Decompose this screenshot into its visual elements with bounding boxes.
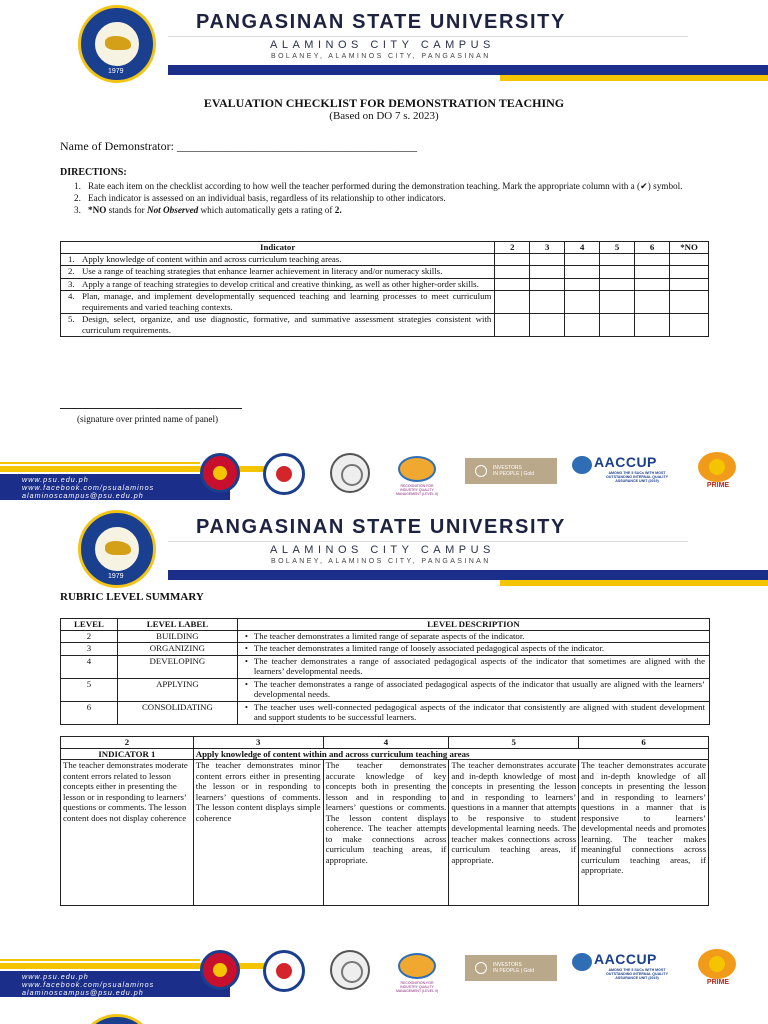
indicator-text: Apply a range of teaching strategies to develop critical and creative thinking, as well as other higher-order skills.: [82, 278, 479, 289]
website-link[interactable]: www.psu.edu.ph: [22, 475, 89, 484]
rating-cell[interactable]: [600, 266, 635, 279]
header-rule: [168, 541, 688, 542]
evaluation-checklist-table: [60, 241, 709, 337]
indicator-cell: [61, 314, 495, 337]
university-seal-logo: [78, 5, 156, 83]
prime-text: PRIME: [706, 979, 730, 986]
table-row: [61, 701, 710, 724]
seal-year: 1979: [108, 573, 124, 580]
table-row: [61, 278, 709, 291]
seal-year: 1979: [108, 68, 124, 75]
page-header: [0, 505, 768, 591]
rating-cell[interactable]: [600, 314, 635, 337]
asean-logo: [200, 950, 240, 990]
footer-contacts: [22, 476, 154, 500]
level-description-cell: • The teacher demonstrates a range of associated pedagogical aspects of the indicator that sometimes are aligned with the learners’ developmental needs.: [237, 655, 709, 678]
directions-list: [74, 180, 714, 216]
prime-text: PRIME: [706, 482, 730, 489]
document-subtitle: (Based on DO 7 s. 2023): [329, 110, 439, 122]
header-band-yellow: [500, 580, 768, 586]
level-6-description: The teacher demonstrates accurate and in-depth knowledge of all concepts in presenting the lesson and in responding to learners’ questions in a manner that is responsive to learners’ developmental needs and promotes learning. The teacher makes meaningful connections across curriculum teaching areas, if appropriate.: [579, 760, 709, 906]
level-description-cell: • The teacher demonstrates a limited range of loosely associated pedagogical aspects of the indicator.: [237, 643, 709, 656]
footer-band-thin: [0, 959, 200, 961]
direction-text: Rate each item on the checklist according to how well the teacher performed during the demonstration teaching. Mark the appropriate column with a (✔) symbol.: [88, 181, 683, 191]
deped-logo: [263, 453, 305, 495]
recognition-logo: [398, 456, 436, 482]
level-header: 6: [579, 737, 709, 749]
government-seal-logo: [330, 453, 370, 493]
aaccup-title: AACCUP: [594, 454, 657, 470]
investors-in-people-logo: [465, 458, 557, 484]
table-row: [61, 253, 709, 266]
level-cell: 4: [61, 655, 118, 678]
rating-cell[interactable]: [635, 266, 670, 279]
table-row: [61, 291, 709, 314]
indicator-label: INDICATOR 1: [61, 748, 194, 760]
table-row: [61, 643, 710, 656]
rating-cell[interactable]: [530, 278, 565, 291]
directions-heading: DIRECTIONS:: [60, 167, 127, 178]
level-5-description: The teacher demonstrates accurate and in-depth knowledge of most concepts in presenting the lesson and in responding to learners’ questions in a manner that attempts to be responsive to student developmental learning needs. The teacher makes connections across curriculum teaching areas, if appropriate.: [449, 760, 579, 906]
direction-item: [74, 204, 714, 216]
rating-cell[interactable]: [670, 291, 709, 314]
document-title: EVALUATION CHECKLIST FOR DEMONSTRATION TEACHING: [203, 96, 565, 110]
government-seal-logo: [330, 950, 370, 990]
aaccup-logo: [572, 951, 678, 987]
rating-cell[interactable]: [565, 278, 600, 291]
rating-cell[interactable]: [670, 314, 709, 337]
university-seal-logo: [78, 1014, 156, 1024]
campus-name: ALAMINOS CITY CAMPUS: [270, 39, 495, 51]
level-label-cell: CONSOLIDATING: [117, 701, 237, 724]
document-page-1: [0, 0, 768, 505]
level-cell: 6: [61, 701, 118, 724]
level-label-cell: APPLYING: [117, 678, 237, 701]
rating-cell[interactable]: [495, 278, 530, 291]
table-row: [61, 314, 709, 337]
header-rule: [168, 36, 688, 37]
indicator-number: 5.: [68, 314, 75, 324]
table-header-row: [61, 619, 710, 631]
direction-number: 3.: [74, 205, 81, 215]
rubric-heading: RUBRIC LEVEL SUMMARY: [60, 591, 204, 603]
table-header-row: [61, 242, 709, 254]
table-row: [61, 655, 710, 678]
signature-line[interactable]: [60, 408, 242, 409]
level-cell: 5: [61, 678, 118, 701]
campus-address: BOLANEY, ALAMINOS CITY, PANGASINAN: [271, 53, 491, 60]
indicator-1-rubric-table: [60, 736, 709, 906]
level-4-description: The teacher demonstrates accurate knowledge of key concepts both in presenting the lesson and in responding to learners’ questions or comments. The lesson content displays coherence. The teacher attempts to make connections across curriculum teaching areas, if appropriate.: [323, 760, 449, 906]
aaccup-logo: [572, 454, 678, 490]
indicator-text: Design, select, organize, and use diagnostic, formative, and summative assessment strategies consistent with curriculum requirements.: [82, 314, 492, 335]
indicator-text: Use a range of teaching strategies that enhance learner achievement in literacy and/or numeracy skills.: [82, 266, 443, 276]
email-link[interactable]: alaminoscampus@psu.edu.ph: [22, 491, 144, 500]
indicator-text: Apply knowledge of content within and across curriculum teaching areas.: [82, 253, 342, 264]
prime-logo: [698, 949, 736, 979]
column-header: LEVEL: [61, 619, 118, 631]
level-description: The teacher demonstrates a limited range of separate aspects of the indicator.: [253, 630, 525, 641]
indicator-cell: [61, 266, 495, 279]
rating-cell[interactable]: [495, 266, 530, 279]
column-header: 5: [600, 242, 635, 254]
rating-cell[interactable]: [670, 253, 709, 266]
demonstrator-name-field[interactable]: Name of Demonstrator: ________________________________________: [60, 139, 417, 153]
campus-name: ALAMINOS CITY CAMPUS: [270, 544, 495, 556]
direction-item: [74, 180, 714, 192]
investors-in-people-logo: [465, 955, 557, 981]
level-description-cell: • The teacher uses well-connected pedagogical aspects of the indicator that consistently are aligned with student development and support students to be successful learners.: [237, 701, 709, 724]
level-header: 5: [449, 737, 579, 749]
indicator-number: 3.: [68, 278, 75, 289]
rating-cell[interactable]: [530, 291, 565, 314]
recognition-logo: [398, 953, 436, 979]
level-description: The teacher uses well-connected pedagogical aspects of the indicator that consistently are aligned with student development and support students to be successful learners.: [253, 701, 705, 722]
investors-text: IN PEOPLE | Gold: [493, 471, 535, 477]
level-header: 4: [323, 737, 449, 749]
table-row: [61, 630, 710, 643]
direction-no-code: *NO: [88, 205, 107, 215]
direction-rating: 2.: [334, 205, 342, 215]
column-header: 2: [495, 242, 530, 254]
indicator-number: 2.: [68, 266, 75, 276]
rating-cell[interactable]: [565, 314, 600, 337]
email-link[interactable]: alaminoscampus@psu.edu.ph: [22, 988, 144, 997]
footer-contacts: [22, 973, 154, 997]
rating-cell[interactable]: [670, 278, 709, 291]
level-description-cell: • The teacher demonstrates a range of associated pedagogical aspects of the indicator that usually are aligned with the learners’ developmental needs.: [237, 678, 709, 701]
direction-text: which automatically gets a rating of: [198, 205, 335, 215]
direction-number: 2.: [74, 193, 81, 203]
level-description: The teacher demonstrates a range of associated pedagogical aspects of the indicator that usually are aligned with the learners’ developmental needs.: [253, 678, 705, 699]
level-header: 3: [193, 737, 323, 749]
direction-number: 1.: [74, 181, 81, 191]
campus-address: BOLANEY, ALAMINOS CITY, PANGASINAN: [271, 558, 491, 565]
recognition-text: RECOGNITION FOR INDUSTRY QUALITY MANAGEMENT (LEVEL II): [396, 484, 439, 496]
table-row: [61, 678, 710, 701]
header-band-yellow: [500, 75, 768, 81]
table-row: [61, 266, 709, 279]
indicator-title-row: [61, 748, 709, 760]
investors-text: INVESTORS: [493, 962, 522, 968]
column-header: *NO: [670, 242, 709, 254]
level-label-cell: DEVELOPING: [117, 655, 237, 678]
rating-cell[interactable]: [530, 314, 565, 337]
column-header: 3: [530, 242, 565, 254]
header-band-blue: [168, 65, 768, 75]
level-header: 2: [61, 737, 194, 749]
column-header: 4: [565, 242, 600, 254]
rating-cell[interactable]: [670, 266, 709, 279]
investors-text: IN PEOPLE | Gold: [493, 968, 535, 974]
footer-band-thin: [0, 462, 200, 464]
header-band-blue: [168, 570, 768, 580]
indicator-number: 1.: [68, 253, 75, 264]
aaccup-title: AACCUP: [594, 951, 657, 967]
indicator-cell: [61, 278, 495, 291]
rating-cell[interactable]: [565, 253, 600, 266]
recognition-text: RECOGNITION FOR INDUSTRY QUALITY MANAGEMENT (LEVEL II): [396, 981, 439, 993]
rating-cell[interactable]: [635, 314, 670, 337]
rating-cell[interactable]: [600, 253, 635, 266]
direction-item: [74, 192, 714, 204]
university-name: PANGASINAN STATE UNIVERSITY: [196, 516, 566, 538]
university-seal-logo: [78, 510, 156, 588]
document-page-3: [0, 1010, 768, 1024]
rating-cell[interactable]: [530, 266, 565, 279]
column-header: 6: [635, 242, 670, 254]
column-header: LEVEL DESCRIPTION: [237, 619, 709, 631]
signature-caption: (signature over printed name of panel): [77, 414, 219, 424]
level-label-cell: BUILDING: [117, 630, 237, 643]
direction-text: stands for: [106, 205, 147, 215]
investors-text: INVESTORS: [493, 465, 522, 471]
rating-cell[interactable]: [635, 253, 670, 266]
university-name: PANGASINAN STATE UNIVERSITY: [196, 11, 566, 33]
page-footer: [0, 450, 768, 500]
rating-cell[interactable]: [565, 266, 600, 279]
direction-text: Each indicator is assessed on an individual basis, regardless of its relationship to other indicators.: [88, 193, 446, 203]
rubric-level-table: [60, 618, 710, 725]
rating-cell[interactable]: [600, 278, 635, 291]
level-description-cell: • The teacher demonstrates a limited range of separate aspects of the indicator.: [237, 630, 709, 643]
asean-logo: [200, 453, 240, 493]
aaccup-subtitle: AMONG THE 5 SUCs WITH MOST OUTSTANDING INTERNAL QUALITY ASSURANCE UNIT (2019): [606, 968, 668, 981]
page-footer: [0, 947, 768, 997]
rating-cell[interactable]: [495, 291, 530, 314]
table-row: [61, 760, 709, 906]
indicator-title: Apply knowledge of content within and across curriculum teaching areas: [193, 748, 708, 760]
level-label-cell: ORGANIZING: [117, 643, 237, 656]
column-header: Indicator: [61, 242, 495, 254]
facebook-link[interactable]: www.facebook.com/psualaminos: [22, 980, 155, 989]
rating-cell[interactable]: [565, 291, 600, 314]
deped-logo: [263, 950, 305, 992]
aaccup-subtitle: AMONG THE 5 SUCs WITH MOST OUTSTANDING INTERNAL QUALITY ASSURANCE UNIT (2019): [606, 471, 668, 484]
level-2-description: The teacher demonstrates moderate content errors related to lesson concepts either in presenting the lesson or in responding to learners’ questions or comments. The lesson content does not display coherence: [61, 760, 194, 906]
page-header: [0, 0, 768, 86]
website-link[interactable]: www.psu.edu.ph: [22, 972, 89, 981]
indicator-cell: [61, 253, 495, 266]
indicator-cell: [61, 291, 495, 314]
rating-cell[interactable]: [635, 291, 670, 314]
column-header: LEVEL LABEL: [117, 619, 237, 631]
direction-not-observed: Not Observed: [146, 205, 199, 215]
rating-cell[interactable]: [600, 291, 635, 314]
level-3-description: The teacher demonstrates minor content errors either in presenting the lesson or in responding to learners’ questions of comments. The lesson content displays simple coherence: [193, 760, 323, 906]
level-header-row: [61, 737, 709, 749]
facebook-link[interactable]: www.facebook.com/psualaminos: [22, 483, 155, 492]
level-cell: 2: [61, 630, 118, 643]
level-description: The teacher demonstrates a limited range of loosely associated pedagogical aspects of the indicator.: [253, 643, 605, 653]
indicator-text: Plan, manage, and implement developmentally sequenced teaching and learning processes to meet curriculum requirements and varied teaching contexts.: [82, 291, 492, 312]
level-description: The teacher demonstrates a range of associated pedagogical aspects of the indicator that sometimes are aligned with the learners’ developmental needs.: [253, 655, 705, 676]
rating-cell[interactable]: [635, 278, 670, 291]
rating-cell[interactable]: [495, 253, 530, 266]
level-cell: 3: [61, 643, 118, 656]
document-page-2: [0, 505, 768, 1010]
indicator-number: 4.: [68, 291, 75, 301]
prime-logo: [698, 452, 736, 482]
rating-cell[interactable]: [495, 314, 530, 337]
rating-cell[interactable]: [530, 253, 565, 266]
